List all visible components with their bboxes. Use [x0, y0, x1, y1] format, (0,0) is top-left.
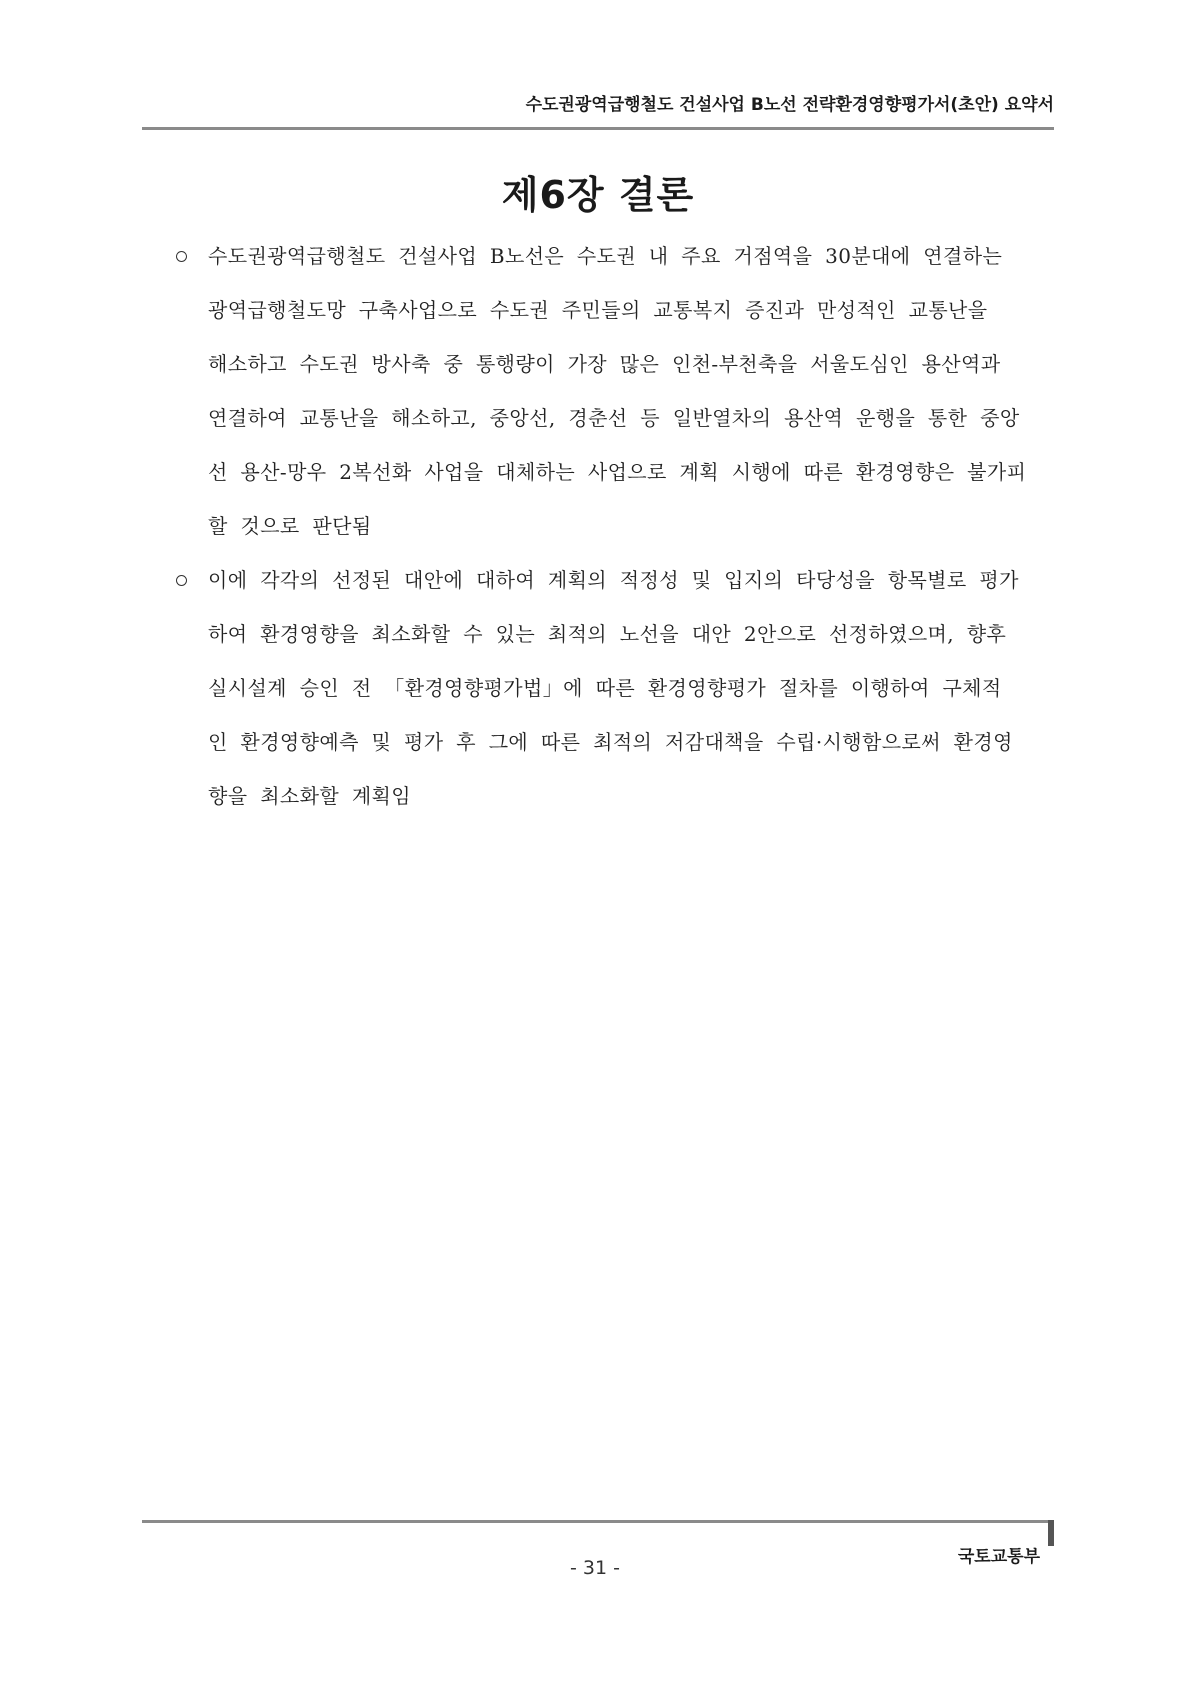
paragraph-conclusion-1	[176, 243, 1054, 567]
chapter-title: 제6장 결론	[501, 173, 695, 217]
ministry-name: 국토교통부	[957, 1547, 1040, 1567]
paragraph-line: 할 것으로 판단됨	[208, 514, 372, 538]
paragraph-line: 실시설계 승인 전 「환경영향평가법」에 따른 환경영향평가 절차를 이행하여 구체적	[208, 676, 1002, 700]
header-divider	[142, 127, 1054, 130]
paragraph-line: 향을 최소화할 계획임	[208, 784, 411, 808]
paragraph-conclusion-2	[176, 567, 1054, 837]
running-header-title: 수도권광역급행철도 건설사업 B노선 전략환경영향평가서(초안) 요약서	[525, 95, 1054, 115]
paragraph-line: 연결하여 교통난을 해소하고, 중앙선, 경춘선 등 일반열차의 용산역 운행을 통한 중앙	[208, 406, 1020, 430]
paragraph-line: 선 용산-망우 2복선화 사업을 대체하는 사업으로 계획 시행에 따른 환경영향은 불가피	[208, 460, 1027, 484]
paragraph-line: 광역급행철도망 구축사업으로 수도권 주민들의 교통복지 증진과 만성적인 교통난을	[208, 298, 988, 322]
circle-bullet-icon	[176, 251, 187, 262]
paragraph-line: 하여 환경영향을 최소화할 수 있는 최적의 노선을 대안 2안으로 선정하였으며, 향후	[208, 622, 1007, 646]
body-content	[176, 243, 1054, 837]
paragraph-line: 해소하고 수도권 방사축 중 통행량이 가장 많은 인천-부천축을 서울도심인 용산역과	[208, 352, 1001, 376]
footer-accent-bar	[1048, 1520, 1054, 1546]
page-number: - 31 -	[570, 1557, 620, 1579]
paragraph-line: 이에 각각의 선정된 대안에 대하여 계획의 적정성 및 입지의 타당성을 항목별로 평가	[208, 568, 1019, 592]
paragraph-line: 인 환경영향예측 및 평가 후 그에 따른 최적의 저감대책을 수립·시행함으로써 환경영	[208, 730, 1013, 754]
paragraph-line: 수도권광역급행철도 건설사업 B노선은 수도권 내 주요 거점역을 30분대에 연결하는	[208, 244, 1003, 268]
circle-bullet-icon	[176, 575, 187, 586]
footer-divider	[142, 1520, 1054, 1523]
